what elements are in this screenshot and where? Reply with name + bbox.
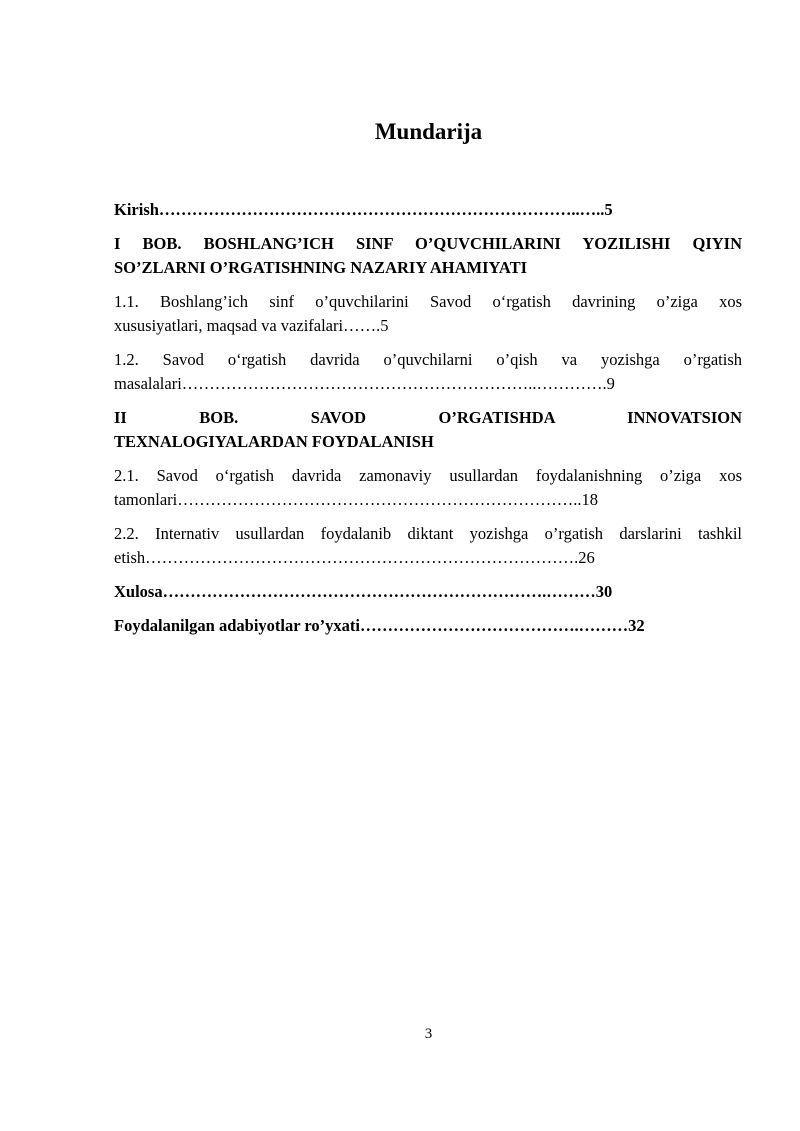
toc-entry-section-1-1[interactable] <box>114 290 742 338</box>
toc-section-2-2-line-1: 2.2. Internativ usullardan foydalanib diktant yozishga o’rgatish darslarini tashkil <box>114 524 742 543</box>
toc-entry-kirish[interactable] <box>114 198 742 222</box>
table-of-contents <box>114 198 742 638</box>
toc-chapter-1-line-2: SO’ZLARNI O’RGATISHNING NAZARIY AHAMIYATI <box>114 258 528 277</box>
toc-entry-section-2-2[interactable] <box>114 522 742 570</box>
page-number: 3 <box>424 1026 433 1042</box>
toc-entry-chapter-1[interactable] <box>114 232 742 280</box>
toc-chapter-2-line-2: TEXNALOGIYALARDAN FOYDALANISH <box>114 432 434 451</box>
toc-chapter-1-line-1: I BOB. BOSHLANG’ICH SINF O’QUVCHILARINI YOZILISHI QIYIN <box>114 234 742 253</box>
toc-section-1-2-line-2: masalalari………………………………………………………..………….9 <box>114 374 615 393</box>
toc-entry-section-2-1[interactable] <box>114 464 742 512</box>
toc-entry-section-1-2[interactable] <box>114 348 742 396</box>
toc-section-2-2-line-2: etish…………………………………………………………………….26 <box>114 548 595 567</box>
toc-section-1-1-line-2: xususiyatlari, maqsad va vazifalari…….5 <box>114 316 389 335</box>
toc-entry-kirish-label: Kirish…………………………………………………………………..…..5 <box>114 200 613 219</box>
toc-entry-references[interactable] <box>114 614 742 638</box>
toc-entry-xulosa[interactable] <box>114 580 742 604</box>
toc-entry-chapter-2[interactable] <box>114 406 742 454</box>
toc-section-1-1-line-1: 1.1. Boshlang’ich sinf o’quvchilarini Savod o‘rgatish davrining o’ziga xos <box>114 292 742 311</box>
toc-entry-references-label: Foydalanilgan adabiyotlar ro’yxati………………………………….………32 <box>114 616 645 635</box>
page-title: Mundarija <box>374 119 483 144</box>
toc-section-2-1-line-2: tamonlari………………………………………………………………..18 <box>114 490 598 509</box>
toc-entry-xulosa-label: Xulosa…………………………………………………………….………30 <box>114 582 613 601</box>
toc-chapter-2-line-1: II BOB. SAVOD O’RGATISHDA INNOVATSION <box>114 408 742 427</box>
toc-section-1-2-line-1: 1.2. Savod o‘rgatish davrida o’quvchilarni o’qish va yozishga o’rgatish <box>114 350 742 369</box>
toc-section-2-1-line-1: 2.1. Savod o‘rgatish davrida zamonaviy usullardan foydalanishning o’ziga xos <box>114 466 742 485</box>
